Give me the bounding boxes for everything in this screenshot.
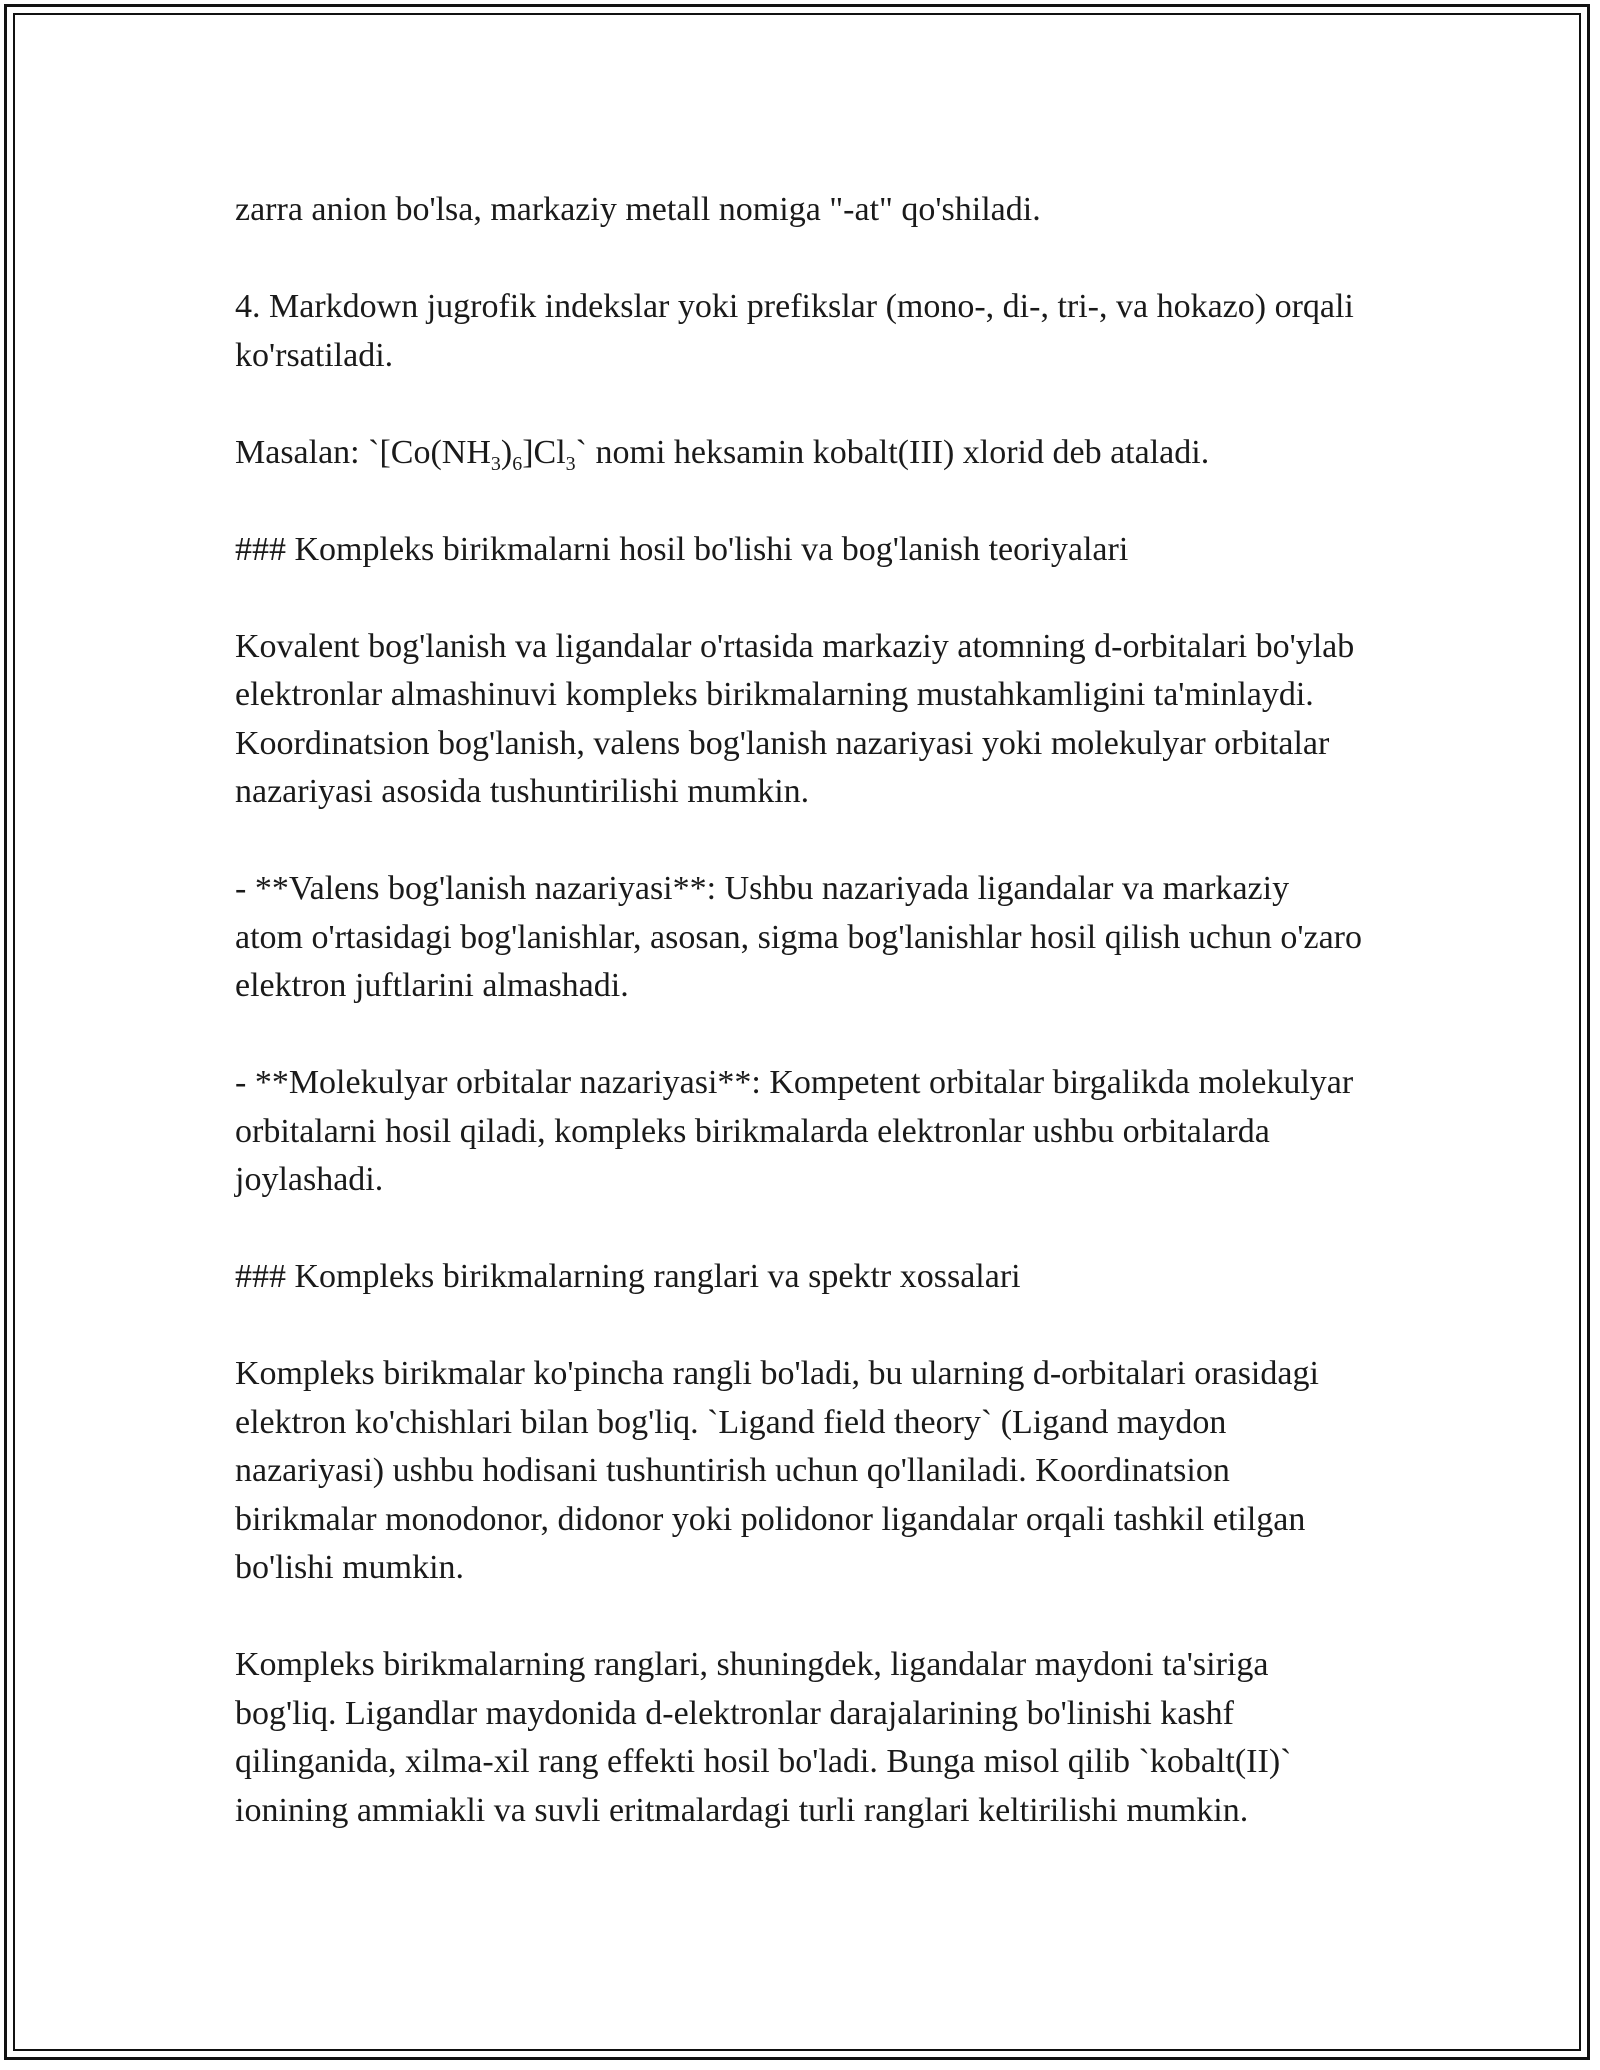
example-mid2: ]Cl [522, 433, 566, 471]
paragraph-prefixes: 4. Markdown jugrofik indekslar yoki prefikslar (mono-, di-, tri-, va hokazo) orqali ko'rsatiladi. [235, 288, 1354, 374]
paragraph-naming-anion: zarra anion bo'lsa, markaziy metall nomiga "-at" qo'shiladi. [235, 191, 1041, 228]
heading-colors-spectra: ### Kompleks birikmalarning ranglari va spektr xossalari [235, 1258, 1021, 1295]
heading-bonding-theories: ### Kompleks birikmalarni hosil bo'lishi va bog'lanish teoriyalari [235, 530, 1129, 568]
paragraph-valence-bond-theory: - **Valens bog'lanish nazariyasi**: Ushbu nazariyada ligandalar va markaziy atom o'rtasidagi bog'lanishlar, asosan, sigma bog'lanishlar hosil qilish uchun o'zaro elektron juftlarini almashadi. [235, 870, 1362, 1004]
paragraph-covalent-bonding: Kovalent bog'lanish va ligandalar o'rtasida markaziy atomning d-orbitalari bo'ylab elektronlar almashinuvi kompleks birikmalarning mustahkamligini ta'minlaydi. Koordinatsion bog'lanish, valens bog'lanish nazariyasi yoki molekulyar orbitalar nazariyasi asosida tushuntirilishi mumkin. [235, 627, 1355, 810]
example-prefix: Masalan: `[Co(NH [235, 433, 491, 471]
subscript-nh3: 3 [490, 452, 501, 475]
paragraph-mo-theory: - **Molekulyar orbitalar nazariyasi**: Kompetent orbitalar birgalikda molekulyar orbitalarni hosil qiladi, kompleks birikmalarda elektronlar ushbu orbitalarda joylashadi. [235, 1064, 1354, 1198]
example-suffix: ` nomi heksamin kobalt(III) xlorid deb ataladi. [575, 433, 1210, 471]
paragraph-example-formula [235, 429, 1365, 478]
document-body [235, 186, 1365, 1884]
subscript-6: 6 [512, 452, 523, 475]
example-mid1: ) [500, 433, 513, 471]
paragraph-colored-complexes: Kompleks birikmalar ko'pincha rangli bo'ladi, bu ularning d-orbitalari orasidagi elektron ko'chishlari bilan bog'liq. `Ligand field theory` (Ligand maydon nazariyasi) ushbu hodisani tushuntirish uchun qo'llaniladi. Koordinatsion birikmalar monodonor, didonor yoki polidonor ligandalar orqali tashkil etilgan bo'lishi mumkin. [235, 1355, 1319, 1586]
paragraph-ligand-field-colors: Kompleks birikmalarning ranglari, shuningdek, ligandalar maydoni ta'siriga bog'liq. Ligandlar maydonida d-elektronlar darajalarining bo'linishi kashf qilinganida, xilma-xil rang effekti hosil bo'ladi. Bunga misol qilib `kobalt(II)` ionining ammiakli va suvli eritmalardagi turli ranglari keltirilishi mumkin. [235, 1646, 1292, 1829]
subscript-cl3: 3 [565, 452, 576, 475]
